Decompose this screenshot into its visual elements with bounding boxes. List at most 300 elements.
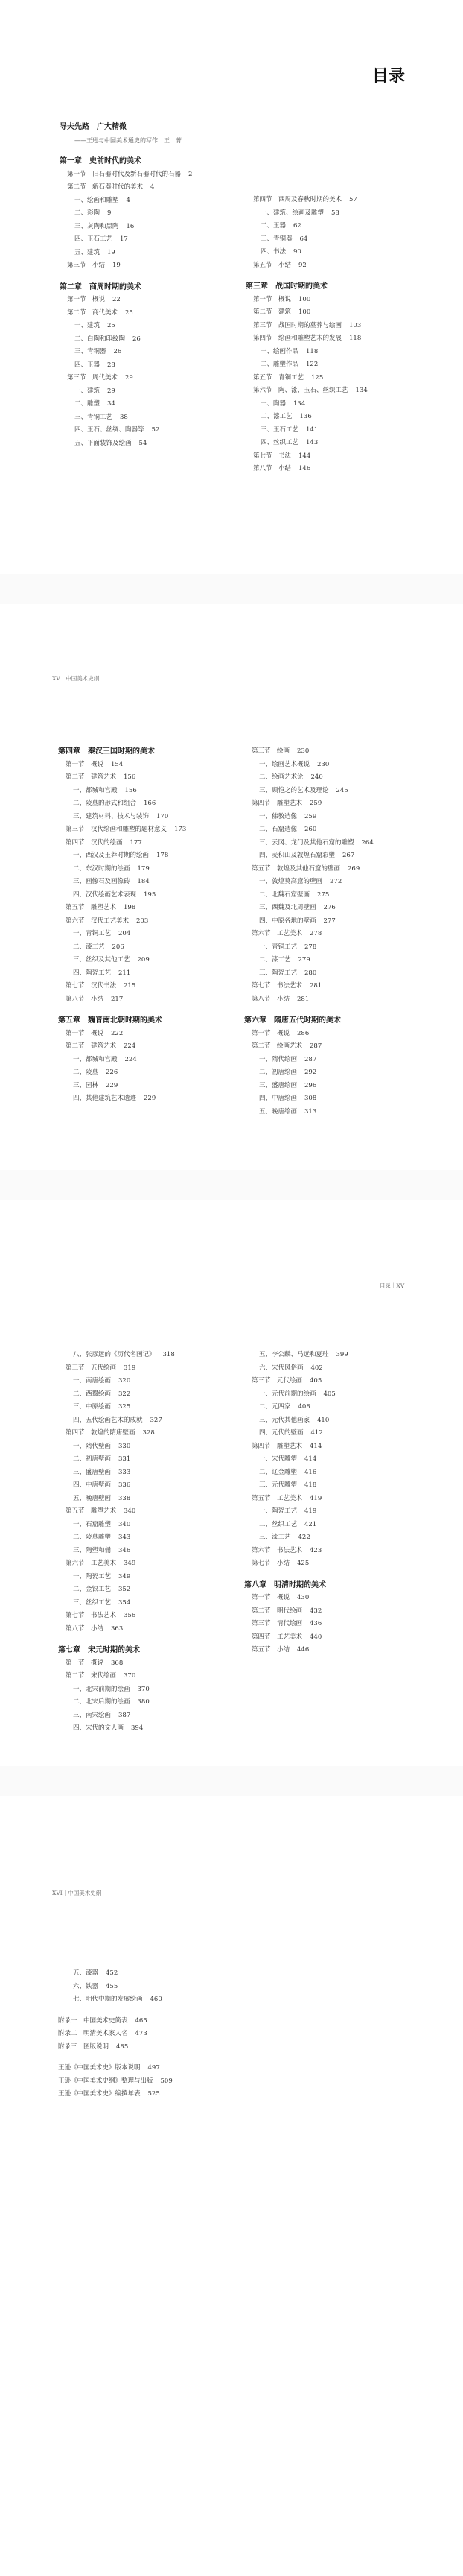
- toc-entry-title: 王逊《中国美术史》版本说明: [58, 2064, 141, 2072]
- toc-entry: [58, 1028, 244, 1041]
- toc-entry-title: 一、隋代壁画: [73, 1442, 112, 1450]
- toc-entry: [246, 246, 432, 259]
- toc-page-number: 394: [131, 1724, 144, 1732]
- toc-entry-title: 王逊《中国美术史纲》整理与出版: [58, 2077, 153, 2085]
- toc-entry-title: 第二节 建筑艺术: [66, 773, 117, 781]
- toc-entry-title: 第二节 建筑: [253, 308, 292, 316]
- toc-entry: [244, 1092, 430, 1106]
- toc-entry: [58, 1414, 244, 1428]
- toc-entry-title: 第五节 青铜工艺: [253, 373, 304, 382]
- toc-page-number: 419: [304, 1507, 317, 1515]
- toc-entry: [244, 1388, 430, 1402]
- toc-entry: [58, 1493, 244, 1506]
- toc-entry-title: 三、玉石工艺: [261, 425, 299, 434]
- toc-page-number: 318: [162, 1351, 175, 1358]
- toc-entry-title: 第八节 小结: [66, 1624, 104, 1633]
- page-gap: [0, 1170, 463, 1200]
- toc-page-number: 278: [310, 930, 322, 937]
- toc-page-number: 410: [317, 1416, 330, 1424]
- toc-entry: [58, 1623, 244, 1636]
- toc-entry-title: 四、玉石、丝绸、陶器等: [74, 426, 144, 434]
- toc-page-number: 19: [107, 248, 115, 256]
- toc-page-number: 222: [111, 1029, 124, 1037]
- toc-page-number: 204: [118, 930, 131, 937]
- toc-page-number: 25: [107, 322, 115, 329]
- toc-entry-title: 二、金银工艺: [73, 1586, 112, 1593]
- toc-entry: [60, 307, 246, 320]
- toc-page-number: 279: [298, 956, 310, 963]
- toc-entry-title: 六、铁器: [73, 1982, 99, 1990]
- toc-entry: [60, 424, 246, 437]
- toc-page-number: 343: [118, 1534, 131, 1541]
- toc-page-number: 122: [306, 361, 319, 368]
- toc-page-number: 408: [298, 1403, 310, 1411]
- toc-column: [244, 1349, 430, 1657]
- toc-entry: [60, 294, 246, 307]
- toc-entry-title: 第七节 书法艺术: [252, 982, 303, 990]
- toc-entry: [246, 332, 432, 346]
- toc-entry: [244, 1466, 430, 1480]
- toc-entry-title: 第二节 宋代绘画: [66, 1672, 117, 1680]
- toc-page-number: 184: [137, 878, 150, 885]
- toc-entry-title: 二、辽金雕塑: [259, 1468, 298, 1476]
- toc-entry: [58, 915, 244, 928]
- toc-entry: [244, 823, 430, 837]
- toc-entry-title: 三、丝织工艺: [73, 1598, 112, 1607]
- toc-entry-title: 二、雕塑: [74, 400, 100, 408]
- toc-entry-title: 二、陵墓雕塑: [73, 1534, 112, 1541]
- toc-page-number: 440: [310, 1633, 322, 1641]
- toc-entry: [58, 1080, 244, 1093]
- toc-page-number: 460: [150, 1996, 162, 2003]
- toc-entry-title: 王逊《中国美术史》编撰年表: [58, 2090, 141, 2098]
- toc-page-number: 52: [151, 426, 160, 434]
- toc-entry-title: 第七章 宋元时期的美术: [58, 1646, 140, 1654]
- toc-entry-title: 第三节 绘画: [252, 747, 290, 755]
- toc-page-number: 402: [310, 1364, 323, 1372]
- toc-page-number: 354: [118, 1598, 131, 1607]
- toc-entry-title: 第四节 雕塑艺术: [252, 800, 303, 807]
- toc-entry: [246, 346, 432, 359]
- toc-entry-title: 第八节 小结: [252, 995, 290, 1003]
- toc-page-number: 90: [293, 248, 301, 256]
- toc-entry-title: 一、建筑: [74, 322, 100, 329]
- toc-entry-title: 第二章 商周时期的美术: [60, 282, 141, 291]
- toc-entry: [58, 1557, 244, 1571]
- toc-page-number: 446: [297, 1646, 310, 1653]
- toc-page-number: 525: [147, 2090, 160, 2098]
- toc-entry-title: 第三节 汉代绘画和雕塑的题材意义: [66, 826, 167, 833]
- toc-entry-title: 第六节 工艺美术: [66, 1560, 117, 1567]
- toc-entry: [58, 1993, 244, 2007]
- toc-page-number: 340: [124, 1507, 136, 1515]
- toc-page-number: 230: [297, 747, 310, 755]
- toc-entry: [60, 372, 246, 385]
- toc-entry: [58, 771, 244, 785]
- toc-page-number: 144: [298, 452, 311, 460]
- toc-entry-title: 第三节 清代绘画: [252, 1620, 303, 1627]
- toc-entry-title: 三、盛唐绘画: [259, 1081, 298, 1089]
- toc-entry: [244, 1505, 430, 1519]
- toc-entry-title: 第三节 小结: [67, 262, 106, 269]
- toc-entry-title: 四、中唐绘画: [259, 1095, 298, 1102]
- toc-page-number: 146: [298, 465, 311, 472]
- toc-page-number: 62: [293, 222, 301, 230]
- toc-entry: [60, 259, 246, 273]
- toc-entry: [58, 1040, 244, 1054]
- toc-page-number: 287: [304, 1055, 317, 1063]
- toc-entry: [246, 306, 432, 320]
- toc-entry: [244, 1440, 430, 1454]
- toc-entry: [60, 398, 246, 411]
- toc-spacer: [60, 147, 246, 155]
- toc-entry-title: 第六节 陶、漆、玉石、丝织工艺: [253, 387, 348, 394]
- toc-entry: [244, 785, 430, 798]
- toc-entry: [246, 398, 432, 411]
- toc-entry-title: 第四节 工艺美术: [252, 1633, 303, 1641]
- toc-entry-title: 四、汉代绘画艺术表现: [73, 890, 137, 899]
- toc-entry: [246, 372, 432, 385]
- toc-entry: [246, 424, 432, 437]
- toc-entry-title: 三、园林: [73, 1081, 99, 1089]
- toc-page-number: 58: [331, 209, 339, 217]
- toc-entry-title: 二、彩陶: [74, 209, 100, 217]
- toc-page-number: 25: [125, 308, 133, 317]
- toc-entry-title: 三、西魏及北周壁画: [259, 904, 316, 911]
- toc-page-number: 264: [361, 838, 374, 846]
- toc-entry-title: 附录三 图版说明: [58, 2042, 109, 2051]
- toc-entry: [244, 902, 430, 915]
- toc-page-number: 356: [124, 1612, 136, 1619]
- toc-page-number: 325: [118, 1403, 131, 1411]
- toc-entry: [58, 2088, 244, 2101]
- toc-entry: [244, 1631, 430, 1645]
- toc-page-number: 338: [118, 1494, 131, 1502]
- toc-entry-title: 四、中原各地的壁画: [259, 917, 316, 925]
- toc-entry: [244, 941, 430, 955]
- toc-entry: [244, 849, 430, 863]
- toc-page-number: 136: [299, 413, 312, 420]
- toc-entry-title: 一、绘画作品: [261, 347, 299, 355]
- toc-entry: [58, 1440, 244, 1454]
- toc-page-number: 292: [304, 1069, 317, 1076]
- toc-entry: [58, 1683, 244, 1697]
- toc-entry: [58, 1545, 244, 1558]
- toc-entry: [60, 221, 246, 234]
- toc-page-number: 368: [111, 1659, 124, 1667]
- toc-page-number: 308: [304, 1095, 317, 1102]
- toc-entry: [246, 207, 432, 221]
- toc-entry: [58, 902, 244, 915]
- toc-entry: [246, 411, 432, 424]
- toc-page-number: 363: [111, 1624, 124, 1633]
- toc-page-number: 118: [349, 335, 362, 342]
- toc-entry: [58, 1519, 244, 1532]
- toc-chapter-heading: [60, 155, 246, 168]
- toc-entry: [58, 1054, 244, 1067]
- toc-entry: [244, 1479, 430, 1493]
- toc-page-number: 419: [310, 1494, 322, 1502]
- toc-spacer: [58, 2054, 244, 2062]
- toc-entry: [58, 2028, 244, 2041]
- toc-page-number: 278: [304, 943, 317, 951]
- running-head: XV｜中国美术史纲: [52, 675, 100, 682]
- toc-page-number: 259: [310, 800, 322, 807]
- toc-entry-title: 八、张彦远的《历代名画记》: [73, 1351, 156, 1358]
- toc-entry-title: 三、陶塑和俑: [73, 1546, 112, 1554]
- toc-page-number: 430: [297, 1594, 310, 1601]
- toc-page-number: 349: [124, 1560, 136, 1567]
- toc-entry-title: 第七节 书法: [253, 452, 292, 460]
- toc-entry: [244, 1028, 430, 1041]
- toc-entry: [246, 220, 432, 233]
- page-gap: [0, 1766, 463, 1796]
- toc-entry: [244, 889, 430, 902]
- toc-entry: [246, 358, 432, 372]
- toc-entry: [58, 1362, 244, 1376]
- toc-page-number: 418: [304, 1481, 317, 1489]
- toc-page-number: 405: [310, 1377, 322, 1384]
- toc-chapter-heading: [244, 1014, 430, 1028]
- toc-entry: [246, 294, 432, 307]
- toc-page-number: 287: [310, 1042, 322, 1050]
- toc-entry-title: 第一节 概说: [252, 1029, 290, 1037]
- toc-spacer: [58, 1006, 244, 1014]
- toc-entry: [244, 797, 430, 811]
- toc-page-number: 29: [125, 374, 133, 382]
- toc-page-number: 166: [144, 800, 156, 807]
- toc-entry-title: 三、画像石及画像砖: [73, 878, 130, 885]
- page-title: 目录: [372, 66, 406, 86]
- toc-page-number: 281: [297, 995, 310, 1003]
- toc-page-number: 455: [106, 1982, 118, 1990]
- toc-entry-title: 第二节 明代绘画: [252, 1607, 303, 1615]
- toc-entry-title: 四、玉石工艺: [74, 235, 113, 243]
- toc-page-number: 229: [144, 1095, 156, 1102]
- toc-page-number: 319: [124, 1364, 136, 1372]
- toc-entry: [244, 1531, 430, 1545]
- toc-entry-title: 四、丝织工艺: [261, 439, 299, 446]
- toc-entry: [58, 837, 244, 850]
- toc-entry-title: 二、初唐绘画: [259, 1069, 298, 1076]
- toc-entry-title: 第一节 旧石器时代及新石器时代的石器: [67, 170, 182, 178]
- toc-entry-title: 第五节 工艺美术: [252, 1494, 303, 1502]
- toc-entry-title: 三、元代其他画家: [259, 1416, 310, 1424]
- toc-entry-title: 第八节 小结: [66, 995, 104, 1003]
- toc-entry: [58, 1349, 244, 1362]
- toc-entry: [244, 1054, 430, 1067]
- toc-entry: [60, 233, 246, 247]
- toc-entry-title: 二、东汉时期的绘画: [73, 864, 130, 873]
- toc-entry-title: 五、平面装饰及绘画: [74, 439, 132, 447]
- toc-page-number: 320: [118, 1377, 131, 1384]
- toc-spacer: [60, 273, 246, 281]
- toc-entry: [58, 1092, 244, 1106]
- toc-page-number: 154: [111, 760, 124, 768]
- toc-entry-title: 七、明代中期的发展绘画: [73, 1996, 143, 2003]
- toc-entry-title: 二、漆工艺: [261, 413, 293, 420]
- toc-entry: [58, 1571, 244, 1584]
- toc-page-number: 134: [293, 399, 306, 408]
- toc-entry-title: 第四节 雕塑艺术: [252, 1442, 303, 1450]
- toc-page-number: 421: [304, 1520, 317, 1528]
- toc-page-number: 281: [310, 982, 322, 990]
- toc-entry: [246, 259, 432, 273]
- toc-page-number: 336: [118, 1481, 131, 1489]
- toc-entry-title: 一、石窟雕塑: [73, 1520, 112, 1528]
- toc-entry: [58, 1657, 244, 1671]
- toc-entry-title: 第三节 战国时期的墓葬与绘画: [253, 321, 342, 329]
- toc-entry-title: 二、绘画艺术论: [259, 773, 304, 781]
- toc-entry: [60, 194, 246, 208]
- toc-page-number: 331: [118, 1455, 131, 1463]
- toc-page-number: 215: [124, 982, 136, 990]
- toc-page-number: 178: [156, 852, 169, 859]
- toc-entry-title: 第一节 概说: [66, 1029, 104, 1037]
- toc-page-number: 57: [349, 196, 357, 203]
- toc-page-4: [0, 1796, 463, 2576]
- toc-page-number: 179: [137, 864, 150, 873]
- toc-entry: [244, 1066, 430, 1080]
- toc-entry-title: 第一节 概说: [66, 760, 104, 768]
- toc-entry: [58, 863, 244, 876]
- toc-entry: [244, 915, 430, 928]
- toc-entry-title: 五、晚唐壁画: [73, 1494, 112, 1502]
- toc-page-number: 473: [135, 2030, 147, 2037]
- toc-page-number: 497: [147, 2064, 160, 2072]
- toc-page-number: 414: [310, 1442, 322, 1450]
- toc-entry: [58, 1722, 244, 1735]
- toc-entry: [244, 1453, 430, 1466]
- toc-entry-title: 四、元代的壁画: [259, 1429, 304, 1437]
- toc-entry: [60, 333, 246, 346]
- toc-entry: [58, 1967, 244, 1981]
- toc-entry-title: 第三节 元代绘画: [252, 1377, 303, 1384]
- toc-page-number: 416: [304, 1468, 317, 1476]
- toc-entry-title: 第二节 新石器时代的美术: [67, 183, 144, 191]
- toc-entry: [58, 967, 244, 981]
- toc-entry: [58, 1531, 244, 1545]
- toc-entry: [60, 359, 246, 373]
- toc-entry-title: 二、陵墓: [73, 1069, 99, 1076]
- toc-entry-title: 第七节 小结: [252, 1560, 290, 1567]
- toc-page-number: 327: [150, 1416, 162, 1424]
- toc-entry-title: 导夫先路 广大精微: [60, 123, 127, 131]
- toc-chapter-heading: [244, 1579, 430, 1592]
- toc-spacer: [244, 1571, 430, 1579]
- toc-page-number: 100: [298, 295, 311, 303]
- toc-chapter-heading: [58, 745, 244, 759]
- toc-entry-title: 第七节 书法艺术: [66, 1612, 117, 1619]
- toc-entry: [58, 1696, 244, 1709]
- toc-entry: [58, 1401, 244, 1414]
- toc-entry-title: 二、陵墓的形式和组合: [73, 800, 137, 807]
- toc-page-number: 340: [118, 1520, 131, 1528]
- toc-entry-title: 三、漆工艺: [259, 1534, 291, 1541]
- toc-page-number: 260: [304, 826, 317, 833]
- toc-column: [244, 745, 430, 1118]
- toc-entry: [244, 1414, 430, 1428]
- toc-page-number: 322: [118, 1390, 131, 1398]
- toc-entry: [246, 437, 432, 450]
- toc-entry-title: 第四节 汉代的绘画: [66, 838, 123, 846]
- toc-page-number: 425: [297, 1560, 310, 1567]
- toc-entry-title: 第六节 书法艺术: [252, 1546, 303, 1554]
- toc-entry-title: 第四节 西周及春秋时期的美术: [253, 196, 342, 203]
- page-gap: [0, 574, 463, 604]
- toc-entry: [58, 1427, 244, 1440]
- toc-entry-title: 第六节 工艺美术: [252, 930, 303, 937]
- toc-entry-title: 一、敦煌莫高窟的壁画: [259, 878, 323, 885]
- toc-page-number: 280: [304, 969, 317, 977]
- toc-entry-title: 二、白陶和印纹陶: [74, 335, 126, 343]
- toc-page-number: 224: [124, 1055, 137, 1063]
- toc-page-number: 38: [120, 413, 128, 421]
- toc-entry-title: 三、丝织及其他工艺: [73, 956, 130, 963]
- toc-entry: [244, 811, 430, 824]
- toc-page-number: 19: [112, 262, 121, 269]
- toc-page-number: 370: [124, 1672, 136, 1680]
- toc-entry-title: 第一节 概说: [253, 295, 292, 303]
- toc-page-number: 380: [137, 1698, 150, 1706]
- toc-entry-title: 三、中原绘画: [73, 1403, 112, 1411]
- toc-page-number: 100: [298, 308, 311, 316]
- toc-page-number: 414: [304, 1455, 317, 1463]
- toc-entry-title: 第四章 秦汉三国时期的美术: [58, 747, 155, 756]
- toc-entry: [58, 954, 244, 967]
- toc-page-number: 422: [298, 1534, 310, 1541]
- toc-page-number: 203: [136, 917, 149, 925]
- toc-entry-title: 第五节 小结: [253, 261, 292, 269]
- toc-page-number: 177: [130, 838, 142, 846]
- toc-entry-title: 四、中唐壁画: [73, 1481, 112, 1489]
- toc-entry: [60, 320, 246, 333]
- toc-entry: [58, 889, 244, 902]
- toc-entry-title: 三、青铜工艺: [74, 413, 113, 421]
- toc-column: [246, 194, 432, 476]
- toc-entry-title: 第六节 汉代工艺美术: [66, 917, 130, 925]
- toc-entry: [246, 450, 432, 463]
- toc-page-number: 346: [118, 1546, 131, 1554]
- toc-entry-title: 一、绘画和雕塑: [74, 196, 119, 204]
- toc-entry-title: 一、南唐绘画: [73, 1377, 112, 1384]
- toc-entry: [58, 2041, 244, 2054]
- toc-entry-title: 一、佛教造像: [259, 812, 298, 820]
- toc-entry: [244, 1106, 430, 1119]
- toc-entry-title: 第四节 敦煌的隋唐壁画: [66, 1429, 135, 1437]
- toc-entry-title: 附录二 明清美术家人名: [58, 2030, 128, 2037]
- toc-entry-title: ——王逊与中国美术通史的写作 王 菁: [74, 136, 182, 144]
- toc-entry-title: 第二节 建筑艺术: [66, 1042, 117, 1050]
- toc-page-number: 26: [113, 348, 122, 355]
- toc-page-number: 245: [336, 786, 348, 794]
- toc-page-number: 170: [156, 812, 169, 820]
- toc-entry-title: 四、麦积山及敦煌石窟彩塑: [259, 852, 336, 859]
- toc-page-number: 206: [112, 943, 124, 951]
- toc-entry: [58, 2062, 244, 2075]
- toc-entry: [60, 181, 246, 194]
- toc-page-number: 143: [306, 439, 319, 446]
- toc-entry: [58, 941, 244, 955]
- toc-page-number: 509: [160, 2077, 173, 2085]
- toc-entry: [58, 980, 244, 993]
- toc-entry: [58, 1981, 244, 1994]
- toc-entry-title: 一、北宋前期的绘画: [73, 1685, 130, 1693]
- toc-entry-title: 三、盛唐壁画: [73, 1468, 112, 1476]
- toc-entry-title: 六、宋代风俗画: [259, 1364, 304, 1372]
- toc-entry: [244, 1618, 430, 1631]
- toc-entry-title: 第四节 绘画和雕塑艺术的发展: [253, 335, 342, 342]
